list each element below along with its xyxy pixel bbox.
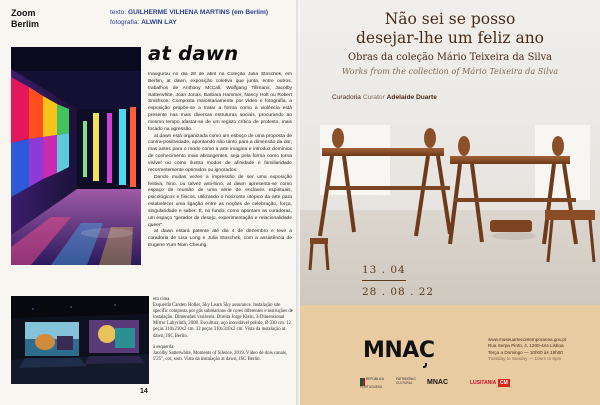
caption-top [153, 297, 293, 340]
museum-website: www.museuartecontemporanea.gov.pt [488, 337, 567, 342]
curator-name: Adelaide Duarte [386, 94, 437, 101]
curator-label-en: Curator [362, 94, 385, 101]
ad-subtitle-pt: Obras da coleção Mário Teixeira da Silva [348, 52, 552, 63]
museum-info [488, 337, 598, 363]
paragraph: Inaugurou no dia 28 de abril na Coleção Julia Stoschek, em Berlim, at dawn, exposição coletiva que junta, entre outros, trabalhos de Anthony McCall, Wolfgang Tillmans, Jacolby Satterwhite, Joan Jonas, Barbara Hammer, Nancy Holt ou Robert Smithson. Composta maioritariamente por vídeo e fotografia, a exposição propõe-se a tratar a forma como a violência está presente nas mais diversas estruturas sociais, procurando ao mesmo tempo afastar-se de um registo crítico de protesto, mais focado na agressão. [148, 72, 292, 132]
text-credit-name: GUILHERME VILHENA MARTINS (em Berlim) [127, 9, 269, 16]
section-tag-line1: Zoom [11, 8, 36, 18]
mnac-logo: MNAC [363, 338, 435, 363]
article-body [148, 72, 292, 272]
article-heading: at dawn [148, 42, 239, 65]
date-divider [362, 280, 406, 281]
text-credit-label: texto: [110, 9, 127, 16]
caption-top-heading: em cima [153, 297, 170, 302]
museum-advertisement [300, 0, 600, 405]
caption-left-heading: à esquerda [153, 344, 174, 350]
paragraph: at dawn estará patente até dia 4 de dezembro e teve a curadoria de Lisa Long e Julia Stoschek, com a assistência de Eugene Yurn Nam Cheung. [148, 229, 292, 249]
ad-title-line1: Não sei se posso [384, 10, 516, 28]
lusitania-logo: LUSITANIA [470, 380, 497, 386]
curator-label-pt: Curadoria [332, 94, 361, 101]
ad-subtitle-en: Works from the collection of Mário Teixeira da Silva [341, 66, 559, 76]
ad-title [300, 10, 600, 48]
section-tag [11, 8, 39, 30]
caption-left [153, 345, 293, 363]
section-tag-line2: Berlim [11, 19, 40, 29]
photo-credit-name: ALWIN LAY [141, 18, 177, 26]
ad-title-line2: desejar-lhe um feliz ano [355, 29, 545, 47]
caption-top-text: Esquerda Carsten Holler, Sky Learn Sky assurance. Instalação site specific composta por gás submarinos de cores diferentes e instruções de instalação. Dimensões variáveis. Direita Jorge Klein, 3-Dimensional Mirror Labyrinth, 2008. Escultura; aço inoxidável polido, Ø 330 cm. 12 peças 310x210x2 cm. 12 peças 310x310x2 cm. Vista da instalação at dawn, JSC Berlin. [153, 303, 293, 339]
photo-credit-label: fotografia: [110, 18, 140, 26]
cm-logo: CM [500, 380, 508, 386]
page-number: 14 [140, 388, 148, 395]
exhibition-end-date: 28 . 08 . 22 [362, 286, 435, 298]
museum-hours-en: Tuesday to Sunday — 10am to 6pm [488, 356, 562, 362]
mnac-small-logo: MNAC [427, 379, 448, 386]
photo-captions [153, 297, 293, 368]
paragraph: at dawn está organizada como um esboço de uma proposta de contra-positividade, apontando não tanto para a dimensão da dor, mas antes para o modo como a arte imagina e introduz domínios de conhecimento mais abrangentes, seja pela forma como torna visível ou como ilustra modos de afinidade e familiaridade recorrentemente oprimidos ou ignorados. [148, 133, 292, 173]
paragraph: Dando muitas vezes a impressão de ser uma exposição festiva, hino, ou talvez anti-hino, at dawn apresenta-se como espaço de reunião de uma série de enclaves espirituais, psicológicos e físicos, utilizando o horizonte utópico da arte para estabelecer uma ligação entre as noções de celebração, força, singularidade e saber. É, no fundo, como apontam as curadoras, um espaço "gerador de desejo, experimentação e relacionalidade queer". [148, 174, 292, 228]
exhibition-start-date: 13 . 04 [362, 264, 406, 276]
magazine-page-left [0, 0, 298, 405]
republica-portuguesa-logo: REPÚBLICA PORTUGUESA [360, 377, 384, 389]
gallery-photo-installation [11, 47, 141, 265]
gallery-photo-video-room [11, 296, 149, 384]
ad-curator [332, 94, 437, 101]
sponsor-logos [360, 378, 600, 392]
patrimonio-cultural-logo: PATRIMÓNIO CULTURAL [396, 377, 416, 385]
caption-left-text: Jacolby Satterwhite, Moments of Silence, 2019. Vídeo de dois canais, 5'25", cor, som. Vista da instalação at dawn, JSC Berlin. [153, 350, 288, 362]
museum-address: Rua Serpa Pinto, 4, 1200-444 Lisboa [488, 343, 564, 349]
museum-hours-pt: Terça a Domingo — 10h00 às 18h00 [488, 349, 563, 355]
article-credits [110, 8, 295, 27]
